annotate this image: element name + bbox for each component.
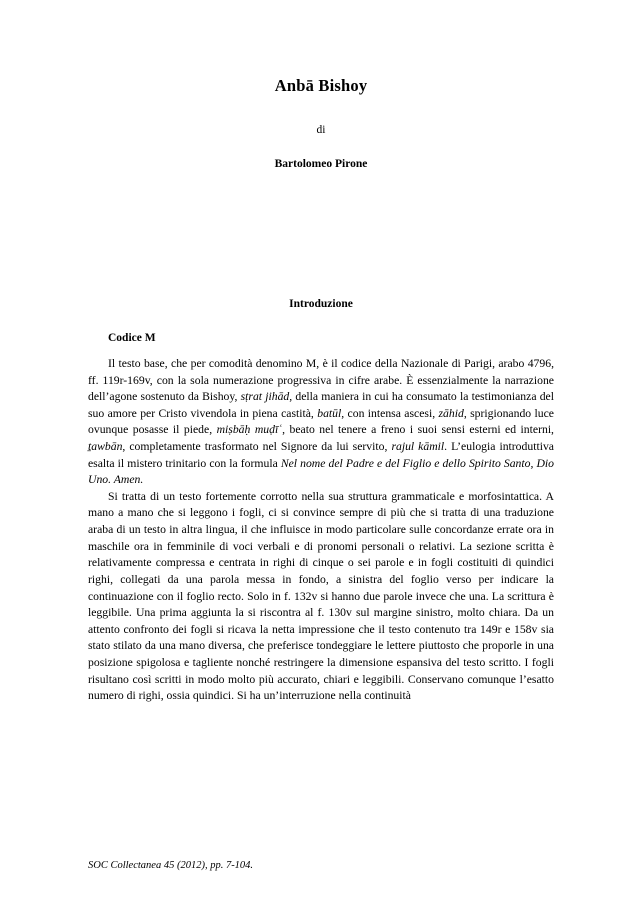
byline-prefix: di	[316, 124, 326, 136]
page-title: Anbā Bishoy	[274, 76, 368, 95]
footer-citation: SOC Collectanea 45 (2012), pp. 7-104.	[88, 860, 254, 871]
subsection-heading: Codice M	[108, 332, 156, 344]
author-name: Bartolomeo Pirone	[274, 158, 368, 170]
paragraph-1: Il testo base, che per comodità denomino M, è il codice della Nazionale di Parigi, arabo 4796, ff. 119r-169v, con la sola numerazione progressiva in cifre arabe. È essenzialmente la narrazione dell’agone sostenuto da Bishoy, sṭrat jihād, della maniera in cui ha consumato la testimonianza del suo amore per Cristo vivendola in piena castità, batūl, con intensa ascesi, zāhid, sprigionando luce ovunque posasse il piede, miṣbāḥ muḍīʿ, beato nel tenere a freno i suoi sensi esterni ed interni, ṯawbān, completamente trasformato nel Signore da lui servito, rajul kāmil. L’eulogia introduttiva esalta il mistero trinitario con la formula Nel nome del Padre e del Figlio e dello Spirito Santo, Dio Uno. Amen.	[88, 357, 554, 487]
section-heading: Introduzione	[289, 298, 353, 310]
paragraph-2: Si tratta di un testo fortemente corrotto nella sua struttura grammaticale e morfosintattica. A mano a mano che si leggono i fogli, ci si convince sempre di più che si tratta di una traduzione araba di un testo in altra lingua, il che influisce in modo particolare sulle concordanze errate ora in maschile ora in femminile di voci verbali e di pronomi personali o relativi. La sezione scritta è relativamente compressa e centrata in righi di cinque o sei parole e in fogli costituiti di quindici righi, collegati da una parola messa in fondo, a sinistra del foglio verso per indicare la continuazione con il foglio recto. Solo in f. 132v si hanno due parole invece che una. La scrittura è leggibile. Una prima aggiunta la si riscontra al f. 130v sul margine sinistro, molto chiara. Da un attento confronto dei fogli si ricava la netta impressione che il testo contenuto tra 149r e 158v sia stato stilato da una mano diversa, che preferisce tondeggiare le lettere piuttosto che proporle in una posizione spigolosa e tagliente nonché restringere la dimensione espansiva del testo scritto. I fogli risultano così scritti in modo molto più accurato, chiari e leggibili. Conservano comunque l’esatto numero di righi, ossia quindici. Si ha un’interruzione nella continuità	[88, 489, 554, 703]
